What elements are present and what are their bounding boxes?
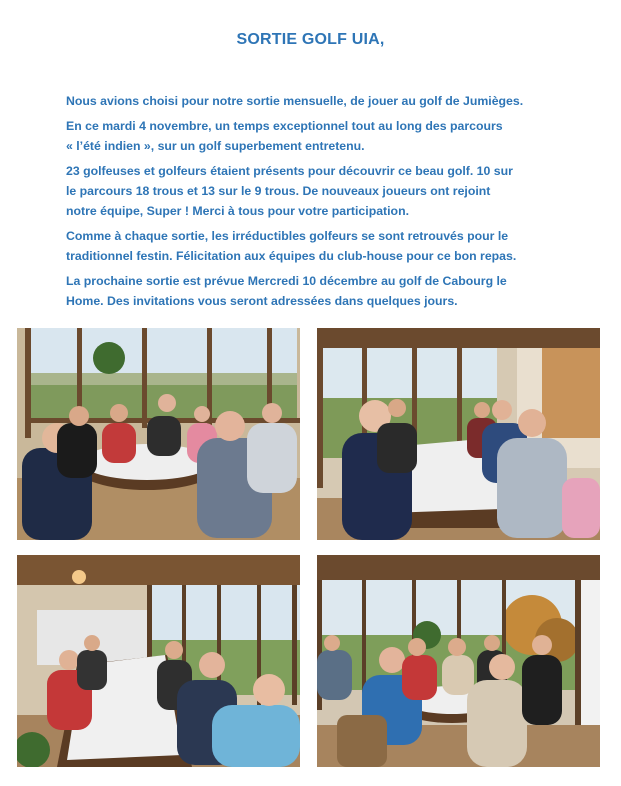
- paragraph-weather: [66, 116, 566, 156]
- text-line: Home. Des invitations vous seront adressées dans quelques jours.: [66, 294, 458, 308]
- text-line: La prochaine sortie est prévue Mercredi 10 décembre au golf de Cabourg le: [66, 274, 507, 288]
- text-line: Comme à chaque sortie, les irréductibles golfeurs se sont retrouvés pour le: [66, 229, 509, 243]
- text-line: traditionnel festin. Félicitation aux équipes du club-house pour ce bon repas.: [66, 249, 517, 263]
- text-line: 23 golfeuses et golfeurs étaient présents pour découvrir ce beau golf. 10 sur: [66, 164, 513, 178]
- photo-group-lunch-veranda-long-table: [17, 555, 300, 767]
- text-line: Nous avions choisi pour notre sortie mensuelle, de jouer au golf de Jumièges.: [66, 94, 524, 108]
- text-line: En ce mardi 4 novembre, un temps exceptionnel tout au long des parcours: [66, 119, 503, 133]
- paragraph-attendance: [66, 161, 566, 221]
- photo-group-lunch-veranda-autumn-trees: [317, 555, 600, 767]
- paragraph-next-outing: [66, 271, 566, 311]
- text-line: « l’été indien », sur un golf superbement entretenu.: [66, 139, 365, 153]
- text-line: le parcours 18 trous et 13 sur le 9 trous. De nouveaux joueurs ont rejoint: [66, 184, 491, 198]
- paragraph-intro: [66, 91, 566, 111]
- photo-group-lunch-long-table: [317, 328, 600, 540]
- paragraph-meal: [66, 226, 566, 266]
- article-body: [66, 91, 566, 316]
- page-title: SORTIE GOLF UIA,: [236, 31, 385, 48]
- text-line: notre équipe, Super ! Merci à tous pour votre participation.: [66, 204, 409, 218]
- photo-group-lunch-round-table: [17, 328, 300, 540]
